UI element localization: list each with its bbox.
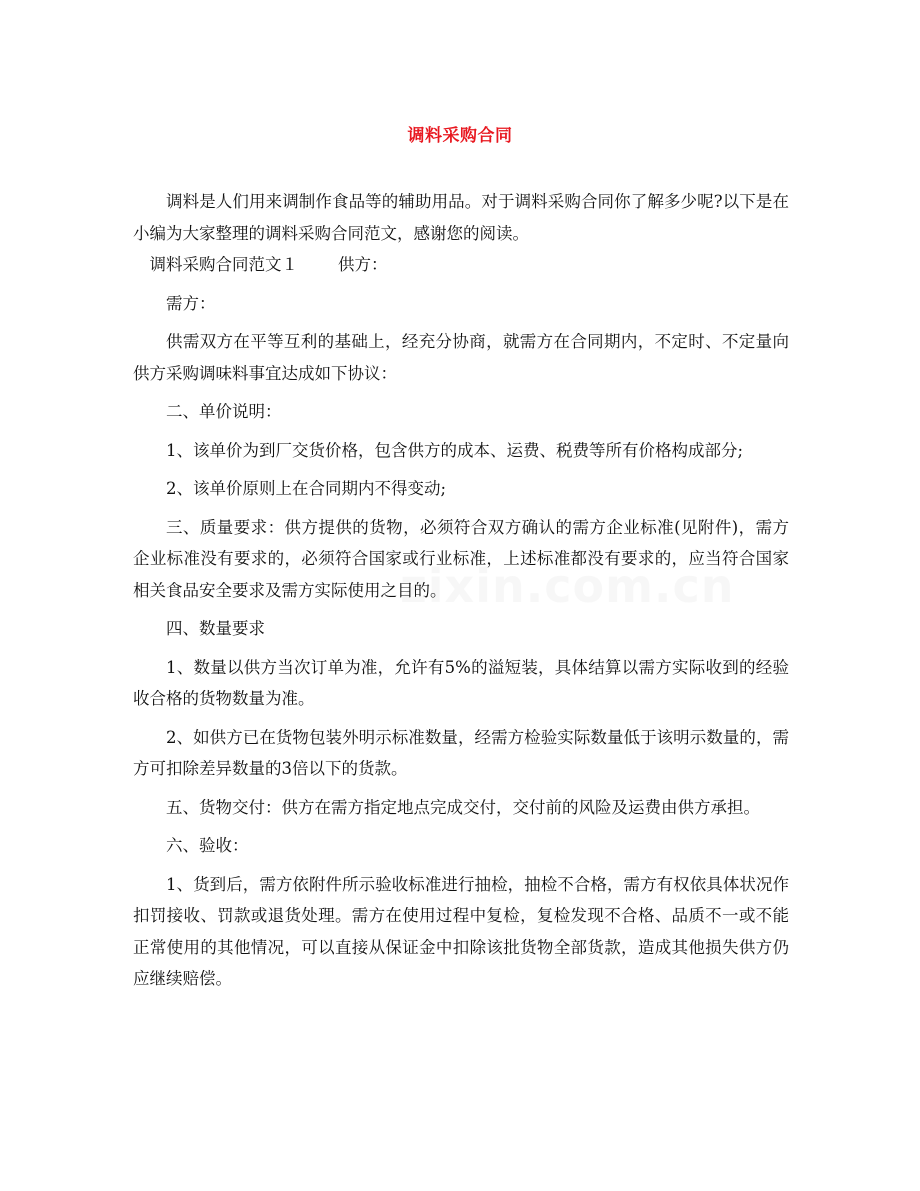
section4-item2: 2、如供方已在货物包装外明示标准数量，经需方检验实际数量低于该明示数量的，需方可扣除差异数量的3倍以下的货款。 xyxy=(133,727,789,778)
section4-item1: 1、数量以供方当次订单为准，允许有5%的溢短装，具体结算以需方实际收到的经验收合格的货物数量为准。 xyxy=(133,657,789,708)
sample-label: 调料采购合同范文１ xyxy=(149,255,298,274)
section5-paragraph: 五、货物交付：供方在需方指定地点完成交付，交付前的风险及运费由供方承担。 xyxy=(166,797,760,817)
section6-item1: 1、货到后，需方依附件所示验收标准进行抽检，抽检不合格，需方有权依具体状况作扣罚接收、罚款或退货处理。需方在使用过程中复检，复检发现不合格、品质不一或不能正常使用的其他情况，可以直接从保证金中扣除该批货物全部货款，造成其他损失供方仍应继续赔偿。 xyxy=(133,874,789,988)
section6-heading: 六、验收： xyxy=(166,836,249,855)
section2-item1: 1、该单价为到厂交货价格，包含供方的成本、运费、税费等所有价格构成部分; xyxy=(166,440,744,460)
watermark: zixin.com.cn xyxy=(400,559,735,613)
section3-paragraph: 三、质量要求：供方提供的货物，必须符合双方确认的需方企业标准(见附件)，需方企业标准没有要求的，必须符合国家或行业标准，上述标准都没有要求的，应当符合国家相关食品安全要求及需方实际使用之目的。 xyxy=(133,517,789,600)
section4-heading: 四、数量要求 xyxy=(166,619,265,638)
paragraph-intro: 调料是人们用来调制作食品等的辅助用品。对于调料采购合同你了解多少呢?以下是在小编为大家整理的调料采购合同范文，感谢您的阅读。 xyxy=(133,192,789,243)
paragraph-buyer: 需方： xyxy=(166,293,216,313)
paragraph-sample-line xyxy=(133,249,789,281)
section2-item2: 2、该单价原则上在合同期内不得变动; xyxy=(166,479,447,498)
section2-heading: 二、单价说明： xyxy=(166,402,282,421)
paragraph-preamble: 供需双方在平等互利的基础上，经充分协商，就需方在合同期内，不定时、不定量向供方采购调味料事宜达成如下协议： xyxy=(133,332,789,383)
document-body xyxy=(133,186,789,995)
supplier-label: 供方： xyxy=(338,255,388,274)
document-title: 调料采购合同 xyxy=(407,126,513,146)
